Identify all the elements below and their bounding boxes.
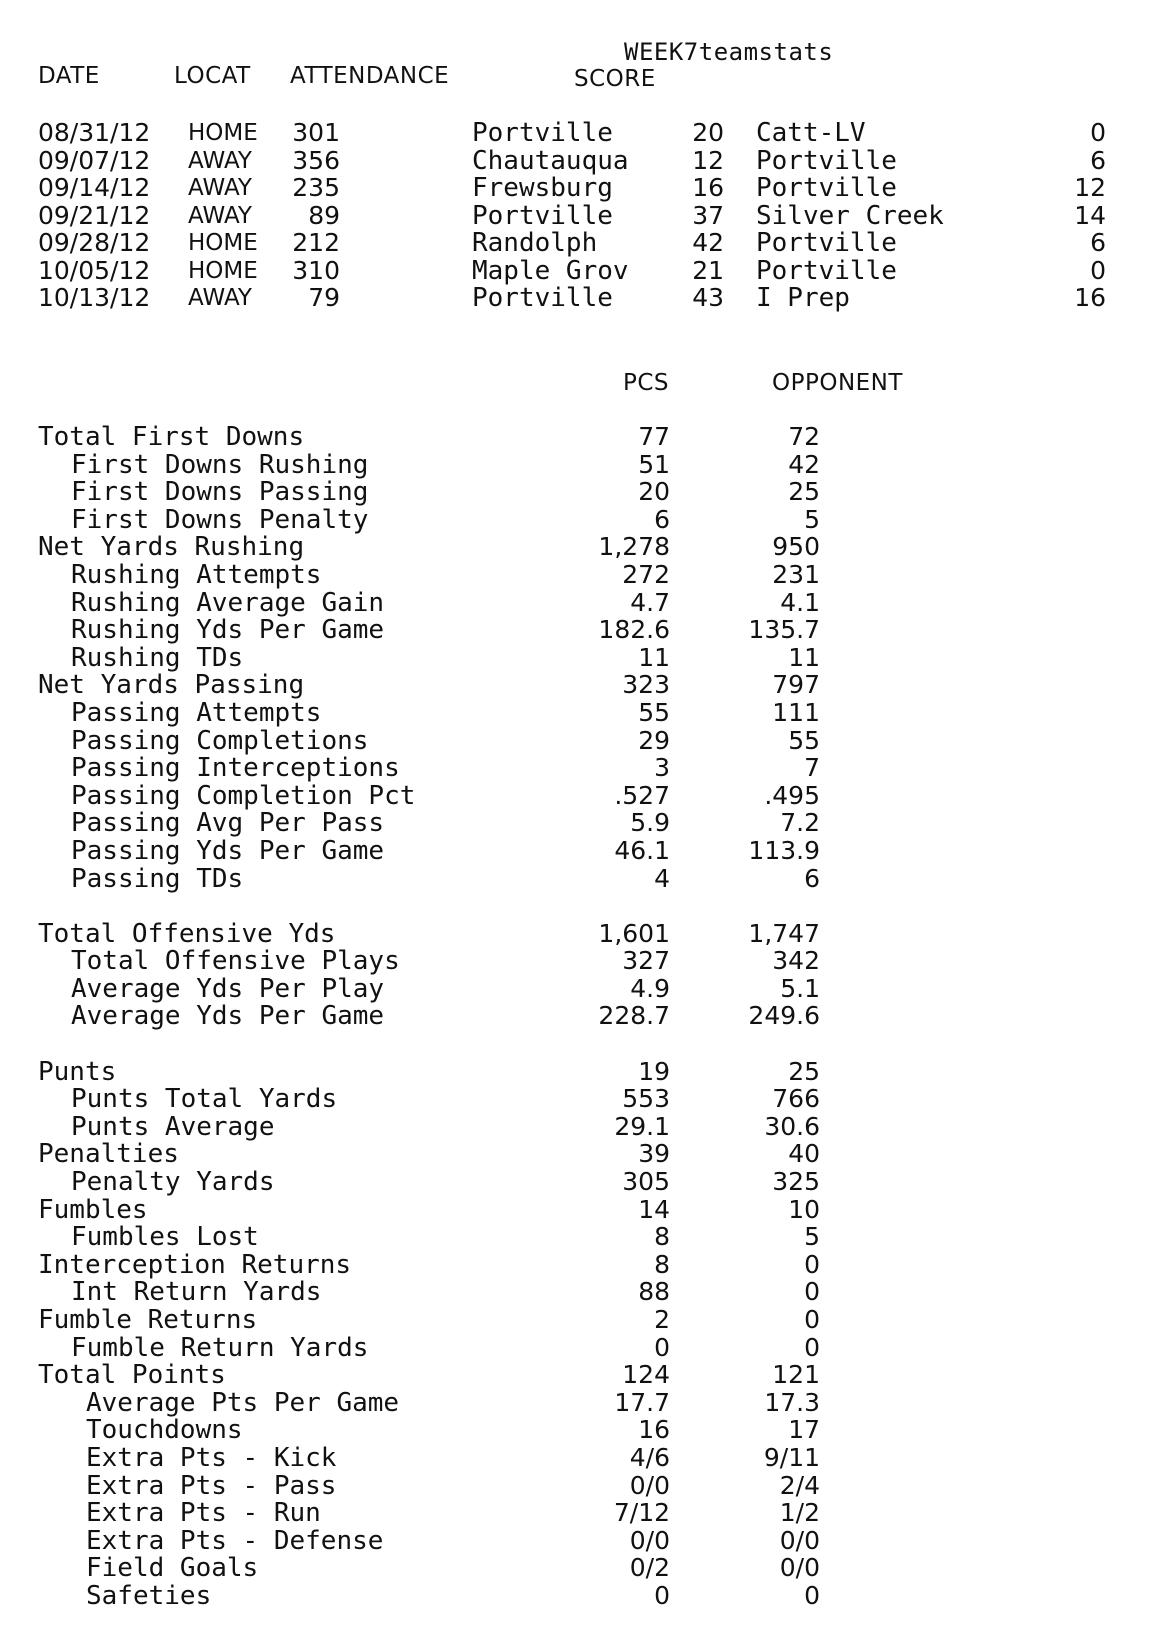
header-location: LOCAT	[174, 63, 251, 89]
game-team1: Chautauqua	[472, 145, 629, 176]
stat-pcs-value: 14	[638, 1194, 670, 1224]
stat-opponent-value: 55	[788, 725, 820, 755]
stat-label: Punts Average	[71, 1111, 275, 1142]
game-location: HOME	[188, 230, 258, 256]
stat-label: First Downs Passing	[71, 477, 369, 508]
stat-label: Passing Completion Pct	[71, 780, 416, 811]
stat-pcs-value: 16	[638, 1415, 670, 1445]
stats-table	[0, 422, 1159, 1609]
stat-pcs-value: 124	[622, 1360, 670, 1390]
stat-opponent-value: 42	[788, 449, 820, 479]
stat-row	[0, 1498, 1159, 1529]
stat-label: Extra Pts - Run	[86, 1498, 321, 1529]
stat-row	[0, 588, 1159, 616]
stat-label: Total Offensive Plays	[71, 946, 400, 977]
game-date: 09/14/12	[38, 173, 151, 202]
stat-label: Penalties	[38, 1139, 179, 1170]
stat-pcs-value: 51	[638, 449, 670, 479]
game-row	[0, 256, 1159, 284]
stat-opponent-value: 30.6	[764, 1111, 820, 1141]
stat-row	[0, 1167, 1159, 1198]
stat-row	[0, 781, 1159, 809]
stat-row	[0, 505, 1159, 533]
header-opponent: OPPONENT	[772, 370, 903, 396]
stat-pcs-value: 11	[638, 642, 670, 672]
game-team1: Frewsburg	[472, 173, 613, 203]
stat-opponent-value: 0	[804, 1332, 820, 1362]
stat-pcs-value: 0/0	[629, 1470, 670, 1500]
stat-pcs-value: 6	[654, 504, 670, 534]
stat-pcs-value: 2	[654, 1305, 670, 1334]
stat-opponent-value: 111	[772, 697, 820, 727]
stat-row	[0, 615, 1159, 646]
game-date: 08/31/12	[38, 118, 151, 147]
stat-opponent-value: 249.6	[748, 1001, 820, 1031]
stat-opponent-value: 0	[804, 1249, 820, 1279]
stat-pcs-value: 7/12	[613, 1498, 670, 1528]
stat-row	[0, 1112, 1159, 1140]
stat-pcs-value: 327	[622, 946, 670, 976]
report-title: WEEK7teamstats	[624, 38, 834, 66]
stat-label: Extra Pts - Kick	[86, 1442, 337, 1473]
game-row	[0, 201, 1159, 229]
stat-opponent-value: 950	[772, 532, 820, 562]
stat-row	[0, 477, 1159, 508]
stat-pcs-value: 4	[654, 863, 670, 893]
game-team2: Portville	[756, 173, 897, 203]
stat-opponent-value: 17.3	[764, 1387, 820, 1417]
stat-opponent-value: 9/11	[763, 1442, 820, 1472]
stat-pcs-value: 88	[638, 1277, 670, 1307]
stat-pcs-value: 4.9	[630, 973, 670, 1003]
stat-opponent-value: 5	[804, 504, 820, 534]
game-team2: Portville	[756, 255, 897, 286]
stat-opponent-value: 0	[804, 1305, 820, 1334]
stat-pcs-value: 29	[638, 725, 670, 755]
stat-opponent-value: 342	[772, 946, 820, 976]
stat-opponent-value: 797	[772, 670, 820, 700]
stat-row	[0, 1526, 1159, 1554]
game-score1: 42	[692, 228, 724, 257]
stat-label: Safeties	[86, 1580, 212, 1611]
stat-row	[0, 1084, 1159, 1115]
stat-opponent-value: 0/0	[779, 1525, 820, 1555]
stat-label: Average Yds Per Play	[71, 973, 385, 1004]
stat-row	[0, 726, 1159, 754]
stat-row	[0, 1553, 1159, 1584]
stat-row	[0, 1333, 1159, 1361]
stat-pcs-value: 8	[654, 1222, 670, 1252]
stat-pcs-value: 20	[638, 477, 670, 507]
game-team2: Silver Creek	[756, 200, 944, 231]
stat-row	[0, 1443, 1159, 1471]
game-location: AWAY	[188, 285, 252, 311]
stat-label: Total Offensive Yds	[38, 918, 336, 949]
stat-pcs-value: 228.7	[598, 1001, 670, 1031]
stat-opponent-value: 7.2	[780, 808, 820, 838]
stat-pcs-value: 0	[654, 1332, 670, 1362]
stat-label: Punts Total Yards	[71, 1084, 338, 1115]
stat-label: Penalty Yards	[71, 1167, 275, 1198]
stat-label: Fumbles Lost	[71, 1222, 259, 1253]
stat-row	[0, 1250, 1159, 1278]
stat-opponent-value: 11	[788, 642, 820, 672]
stat-pcs-value: 46.1	[614, 835, 670, 865]
stat-row	[0, 1277, 1159, 1308]
stat-row	[0, 946, 1159, 977]
game-attendance: 310	[292, 255, 340, 285]
stat-opponent-value: 231	[772, 559, 820, 589]
stat-row	[0, 1001, 1159, 1032]
stat-label: Passing TDs	[71, 863, 244, 894]
game-score1: 12	[692, 145, 724, 175]
game-score2: 6	[1090, 228, 1106, 257]
game-team1: Portville	[472, 118, 613, 148]
stat-label: Rushing Attempts	[71, 559, 322, 590]
stat-row	[0, 753, 1159, 784]
stat-pcs-value: 77	[638, 422, 670, 451]
stat-row	[0, 1581, 1159, 1609]
game-row	[0, 173, 1159, 201]
header-pcs: PCS	[623, 370, 670, 396]
stat-row	[0, 864, 1159, 892]
stat-pcs-value: 305	[622, 1167, 670, 1197]
stat-pcs-value: 0	[654, 1580, 670, 1610]
stat-opponent-value: 40	[788, 1139, 820, 1169]
stat-pcs-value: 4/6	[629, 1442, 670, 1472]
game-location: AWAY	[188, 202, 252, 229]
stat-opponent-value: 0	[804, 1277, 820, 1307]
stat-row	[0, 422, 1159, 450]
stat-row	[0, 1195, 1159, 1223]
stat-opponent-value: 25	[788, 1056, 820, 1086]
stat-opponent-value: 10	[788, 1194, 820, 1224]
game-score1: 20	[692, 118, 724, 147]
game-attendance: 301	[292, 118, 340, 147]
stat-pcs-value: 17.7	[614, 1387, 670, 1417]
game-score1: 16	[692, 173, 724, 202]
game-location: HOME	[188, 120, 258, 146]
stat-row	[0, 1057, 1159, 1085]
stat-opponent-value: 135.7	[748, 615, 820, 645]
game-attendance: 212	[292, 228, 340, 257]
game-date: 10/05/12	[38, 255, 151, 285]
stat-opponent-value: 6	[804, 863, 820, 893]
stat-opponent-value: 113.9	[748, 835, 820, 865]
stat-opponent-value: 2/4	[779, 1470, 820, 1500]
game-team1: Maple Grov	[472, 255, 629, 286]
stat-pcs-value: 8	[654, 1249, 670, 1279]
stat-row	[0, 1139, 1159, 1170]
header-attendance: ATTENDANCE	[290, 63, 450, 89]
stat-opponent-value: 4.1	[780, 587, 820, 617]
stat-row	[0, 808, 1159, 839]
game-attendance: 356	[292, 145, 340, 175]
stat-label: Total Points	[38, 1360, 226, 1391]
game-score2: 0	[1090, 118, 1106, 147]
stat-label: Average Pts Per Game	[86, 1387, 400, 1418]
stat-label: First Downs Rushing	[71, 449, 369, 480]
stat-opponent-value: 0	[804, 1580, 820, 1610]
stat-pcs-value: 272	[622, 559, 670, 589]
stat-opponent-value: 1,747	[748, 918, 820, 948]
game-location: HOME	[188, 257, 258, 284]
stat-label: Extra Pts - Pass	[86, 1470, 337, 1501]
game-attendance: 89	[308, 200, 340, 230]
stat-label: Int Return Yards	[71, 1277, 322, 1308]
stat-opponent-value: 325	[772, 1167, 820, 1197]
stat-row	[0, 919, 1159, 947]
stat-pcs-value: 553	[622, 1084, 670, 1114]
stat-opponent-value: 25	[788, 477, 820, 507]
stat-label: Field Goals	[86, 1553, 259, 1584]
game-attendance: 235	[292, 173, 340, 202]
stat-label: Total First Downs	[38, 422, 305, 452]
stat-row	[0, 836, 1159, 864]
game-row	[0, 283, 1159, 311]
game-team2: Portville	[756, 228, 897, 258]
stat-row	[0, 974, 1159, 1002]
game-score2: 16	[1074, 283, 1106, 312]
stat-label: Passing Interceptions	[71, 753, 400, 784]
stat-pcs-value: 39	[638, 1139, 670, 1169]
stat-label: Net Yards Rushing	[38, 532, 305, 563]
game-date: 10/13/12	[38, 283, 151, 312]
stat-pcs-value: .527	[614, 780, 670, 810]
game-team1: Portville	[472, 283, 613, 313]
game-date: 09/07/12	[38, 145, 151, 175]
stat-pcs-value: 29.1	[614, 1111, 670, 1141]
stat-label: Passing Yds Per Game	[71, 835, 385, 866]
game-location: AWAY	[188, 147, 252, 174]
stat-row	[0, 532, 1159, 563]
game-date: 09/21/12	[38, 200, 151, 230]
header-score: SCORE	[574, 66, 656, 92]
stat-opponent-value: 766	[772, 1084, 820, 1114]
game-score2: 6	[1090, 145, 1106, 175]
game-team2: Portville	[756, 145, 897, 176]
stat-label: Fumbles	[38, 1194, 148, 1225]
stat-label: Extra Pts - Defense	[86, 1525, 384, 1556]
stat-pcs-value: 55	[638, 697, 670, 727]
stat-label: Net Yards Passing	[38, 670, 305, 701]
game-score1: 43	[692, 283, 724, 312]
stat-label: Fumble Return Yards	[71, 1332, 369, 1363]
stat-opponent-value: 1/2	[779, 1498, 820, 1528]
stat-pcs-value: 5.9	[630, 808, 670, 838]
stat-label: Passing Completions	[71, 725, 369, 756]
stat-pcs-value: 0/0	[629, 1525, 670, 1555]
games-list	[0, 118, 1159, 311]
stat-pcs-value: 4.7	[630, 587, 670, 617]
stat-row	[0, 450, 1159, 478]
game-date: 09/28/12	[38, 228, 151, 257]
stat-opponent-value: 5	[804, 1222, 820, 1252]
stat-row	[0, 1388, 1159, 1416]
stat-label: Fumble Returns	[38, 1305, 258, 1335]
stat-pcs-value: 182.6	[598, 615, 670, 645]
stat-label: Touchdowns	[86, 1415, 243, 1446]
stat-label: Rushing Yds Per Game	[71, 615, 385, 646]
game-score1: 21	[692, 255, 724, 285]
stat-label: Punts	[38, 1056, 117, 1087]
stat-label: Rushing Average Gain	[71, 587, 385, 618]
stat-opponent-value: 7	[804, 753, 820, 783]
stat-row	[0, 1222, 1159, 1253]
stat-pcs-value: 3	[654, 753, 670, 783]
stat-opponent-value: .495	[764, 780, 820, 810]
game-team1: Portville	[472, 200, 613, 231]
game-score1: 37	[692, 200, 724, 230]
game-row	[0, 146, 1159, 174]
game-row	[0, 118, 1159, 146]
stat-opponent-value: 121	[772, 1360, 820, 1390]
game-attendance: 79	[308, 283, 340, 312]
game-team2: I Prep	[756, 283, 850, 313]
stat-row	[0, 1360, 1159, 1391]
game-score2: 0	[1090, 255, 1106, 285]
stat-pcs-value: 19	[638, 1056, 670, 1086]
stat-row	[0, 670, 1159, 701]
stat-pcs-value: 1,601	[598, 918, 670, 948]
stat-label: Rushing TDs	[71, 642, 244, 673]
stat-opponent-value: 72	[788, 422, 820, 451]
stat-row	[0, 1305, 1159, 1333]
game-score2: 12	[1074, 173, 1106, 202]
stat-opponent-value: 0/0	[779, 1553, 820, 1583]
stat-row	[0, 1415, 1159, 1446]
stat-label: Interception Returns	[38, 1249, 352, 1280]
game-location: AWAY	[188, 175, 252, 201]
stat-label: First Downs Penalty	[71, 504, 369, 535]
stat-pcs-value: 1,278	[598, 532, 670, 562]
game-score2: 14	[1074, 200, 1106, 230]
stat-opponent-value: 5.1	[780, 973, 820, 1003]
header-date: DATE	[38, 63, 100, 89]
stat-row	[0, 1471, 1159, 1499]
stat-label: Passing Avg Per Pass	[71, 808, 385, 839]
stat-row	[0, 560, 1159, 588]
stat-label: Average Yds Per Game	[71, 1001, 385, 1032]
stat-pcs-value: 0/2	[629, 1553, 670, 1583]
stat-label: Passing Attempts	[71, 697, 322, 728]
stat-row	[0, 698, 1159, 726]
game-row	[0, 228, 1159, 256]
game-team2: Catt-LV	[756, 118, 866, 148]
stat-pcs-value: 323	[622, 670, 670, 700]
game-team1: Randolph	[472, 228, 598, 258]
stat-opponent-value: 17	[788, 1415, 820, 1445]
stat-row	[0, 643, 1159, 671]
